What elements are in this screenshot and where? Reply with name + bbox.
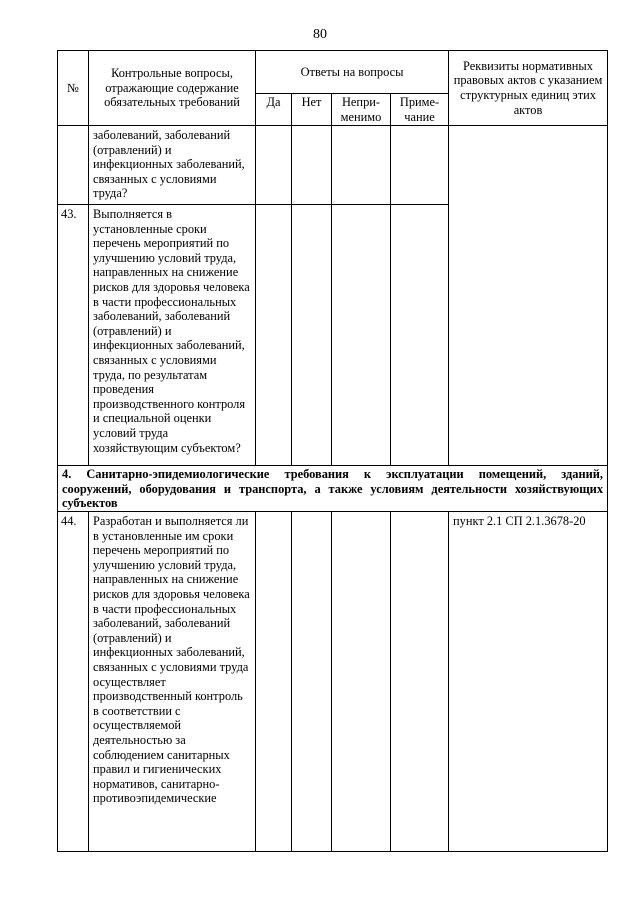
answer-yes-cell: [256, 512, 292, 852]
answer-yes-cell: [256, 126, 292, 205]
answer-na-cell: [332, 126, 391, 205]
answer-note-cell: [391, 512, 449, 852]
header-references: Реквизиты нормативных правовых актов с указанием структурных единиц этих актов: [449, 51, 608, 126]
question-text: Разработан и выполняется ли в установленные им сроки перечень мероприятий по улучшению условий труда, направленных на снижение рисков для здоровья человека в части профессиональных заболеваний, заболеваний (отравлений) и инфекционных заболеваний, связанных с условиями труда осуществляет производственный контроль в соответствии с осуществляемой деятельностью за соблюдением санитарных правил и гигиенических нормативов, санитарно-противоэпидемические: [89, 512, 256, 852]
answer-note-cell: [391, 205, 449, 466]
header-questions: Контрольные вопросы, отражающие содержание обязательных требований: [89, 51, 256, 126]
answer-note-cell: [391, 126, 449, 205]
row-number: [58, 126, 89, 205]
table-row: [58, 126, 608, 205]
answer-no-cell: [292, 126, 332, 205]
row-number: 44.: [58, 512, 89, 852]
header-number: №: [58, 51, 89, 126]
question-text: Выполняется в установленные сроки перечень мероприятий по улучшению условий труда, направленных на снижение рисков для здоровья человека в части профессиональных заболеваний, заболеваний (отравлений) и инфекционных заболеваний, связанных с условиями труда, по результатам проведения производственного контроля и специальной оценки условий труда хозяйствующим субъектом?: [89, 205, 256, 466]
answer-na-cell: [332, 512, 391, 852]
header-no: Нет: [292, 94, 332, 126]
header-not-applicable: Непри-менимо: [332, 94, 391, 126]
section-row: [58, 466, 608, 512]
header-yes: Да: [256, 94, 292, 126]
header-note: Приме-чание: [391, 94, 449, 126]
header-answers: Ответы на вопросы: [256, 51, 449, 94]
requirements-table: [57, 50, 608, 852]
answer-no-cell: [292, 205, 332, 466]
row-number: 43.: [58, 205, 89, 466]
reference-cell: [449, 126, 608, 466]
question-text: заболеваний, заболеваний (отравлений) и инфекционных заболеваний, связанных с условиями труда?: [89, 126, 256, 205]
table-row: [58, 512, 608, 852]
answer-no-cell: [292, 512, 332, 852]
answer-yes-cell: [256, 205, 292, 466]
answer-na-cell: [332, 205, 391, 466]
section-heading: 4. Санитарно-эпидемиологические требования к эксплуатации помещений, зданий, сооружений, оборудования и транспорта, а также условиям деятельности хозяйствующих субъектов: [58, 466, 608, 512]
reference-cell: пункт 2.1 СП 2.1.3678-20: [449, 512, 608, 852]
page-number: 80: [313, 27, 327, 42]
